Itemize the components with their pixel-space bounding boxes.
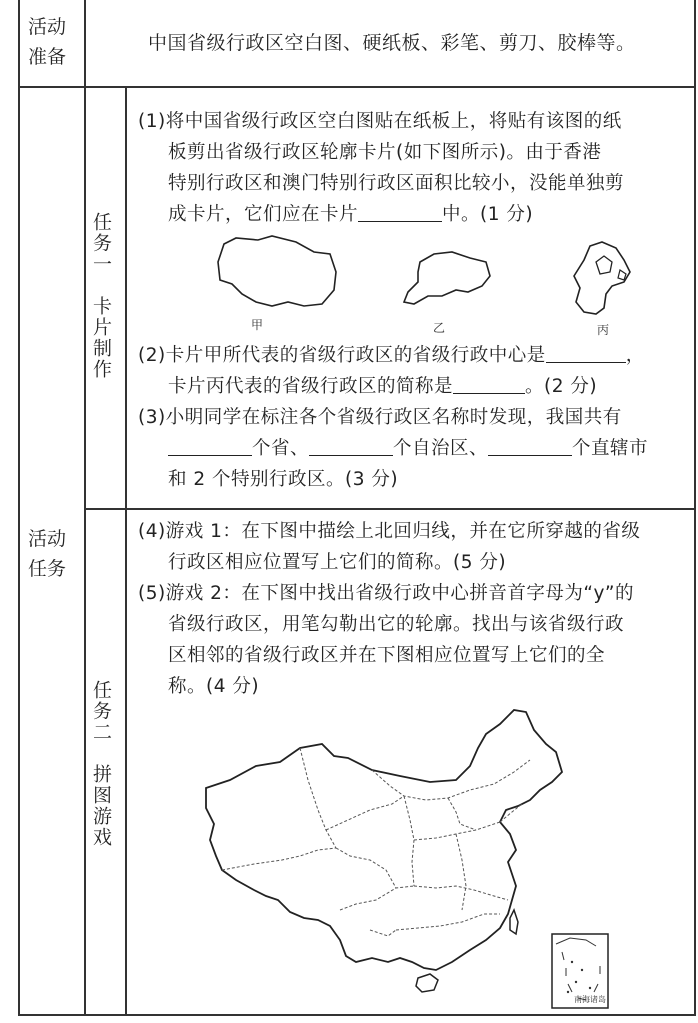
q1-line-b: 板剪出省级行政区轮廓卡片(如下图所示)。由于香港 (168, 142, 602, 163)
tasks-label: 活动任务 (28, 528, 67, 580)
q2-line-b (138, 371, 686, 402)
island-dot-3 (575, 981, 577, 983)
q3-line-b (138, 433, 686, 464)
boundary-yunnan-guangxi (370, 930, 396, 936)
card-label-jia: 甲 (251, 318, 264, 332)
card-label-yi: 乙 (433, 321, 446, 335)
q3-text-b1: 个省、 (252, 438, 310, 459)
prep-row-divider (18, 86, 696, 88)
province-cards (0, 232, 698, 342)
card-label-bing: 丙 (597, 323, 610, 337)
boundary-qinghai-sichuan (336, 848, 396, 888)
boundary-south (414, 886, 508, 900)
q3-line-c: 和 2 个特别行政区。(3 分) (168, 469, 399, 490)
q1-line-d (138, 199, 686, 230)
q2-capital-blank[interactable] (546, 342, 626, 363)
island-dot-2 (581, 969, 583, 971)
task2-questions (138, 516, 686, 702)
q3-province-count-blank[interactable] (168, 435, 252, 456)
card-jia-outline (218, 236, 336, 306)
q1-text-before-blank: 成卡片，它们应在卡片 (168, 204, 359, 225)
q2-text-a: (2)卡片甲所代表的省级行政区的省级行政中心是 (138, 345, 546, 366)
china-outline-map[interactable] (0, 700, 698, 1020)
q5-line-c: 区相邻的省级行政区并在下图相应位置写上它们的全 (168, 645, 606, 666)
boundary-guangdong (396, 914, 500, 930)
island-dot-4 (589, 987, 591, 989)
q4-line-b: 行政区相应位置写上它们的简称。(5 分) (168, 552, 507, 573)
card-bing-island (618, 270, 626, 280)
q3-text-b3: 个直辖市 (572, 438, 649, 459)
q5-line-a: (5)游戏 2：在下图中找出省级行政中心拼音首字母为“y”的 (138, 583, 634, 604)
inset-label: 南海诸岛 (574, 995, 606, 1004)
prep-text: 中国省级行政区空白图、硬纸板、彩笔、剪刀、胶棒等。 (148, 32, 636, 54)
q2-text-b: 卡片丙代表的省级行政区的简称是 (168, 376, 454, 397)
q3-autonomous-count-blank[interactable] (309, 435, 393, 456)
island-dot-5 (567, 991, 569, 993)
boundary-shaanxi (404, 796, 414, 886)
task1-questions (138, 106, 686, 230)
q3-text-b2: 个自治区、 (393, 438, 489, 459)
q4-line-a: (4)游戏 1：在下图中描绘上北回归线，并在它所穿越的省级 (138, 521, 641, 542)
q3-municipality-count-blank[interactable] (488, 435, 572, 456)
province-boundaries (222, 748, 530, 936)
q3-line-a: (3)小明同学在标注各个省级行政区名称时发现，我国共有 (138, 407, 622, 428)
card-bing-outline (574, 242, 630, 314)
q5-line-b: 省级行政区，用笔勾勒出它的轮廓。找出与该省级行政 (168, 614, 625, 635)
boundary-central (414, 822, 500, 840)
island-dot-1 (571, 961, 573, 963)
q5-line-d: 称。(4 分) (168, 676, 260, 697)
task-divider (84, 508, 696, 510)
taiwan-island (510, 910, 518, 934)
task1-questions-2 (138, 340, 686, 495)
south-china-sea-inset-coast (556, 938, 596, 946)
boundary-xinjiang-east (300, 748, 336, 848)
hainan-island (416, 974, 438, 992)
boundary-north-china (448, 798, 476, 830)
q2-comma: ， (625, 345, 645, 366)
card-yi-outline (404, 252, 490, 304)
q1-answer-blank[interactable] (358, 201, 442, 222)
q2-line-a (138, 340, 686, 371)
q2-abbreviation-blank[interactable] (453, 373, 525, 394)
boundary-east-coast (456, 834, 466, 910)
boundary-gansu (326, 796, 404, 830)
task1-label: 任务一 卡片制作 (90, 212, 112, 380)
q1-line-c: 特别行政区和澳门特别行政区面积比较小，没能单独剪 (168, 173, 625, 194)
q2-text-b-end: 。(2 分) (525, 376, 598, 397)
boundary-sichuan-yunnan (340, 886, 414, 910)
china-national-border (206, 710, 562, 970)
q1-line-a: (1)将中国省级行政区空白图贴在纸板上，将贴有该图的纸 (138, 111, 622, 132)
task2-label: 任务二 拼图游戏 (90, 680, 112, 848)
q1-text-after-blank: 中。(1 分) (442, 204, 534, 225)
card-bing-inner (596, 256, 612, 274)
boundary-xinjiang-xizang (222, 848, 336, 870)
prep-label: 活动准备 (28, 16, 67, 68)
boundary-northeast (500, 804, 522, 822)
